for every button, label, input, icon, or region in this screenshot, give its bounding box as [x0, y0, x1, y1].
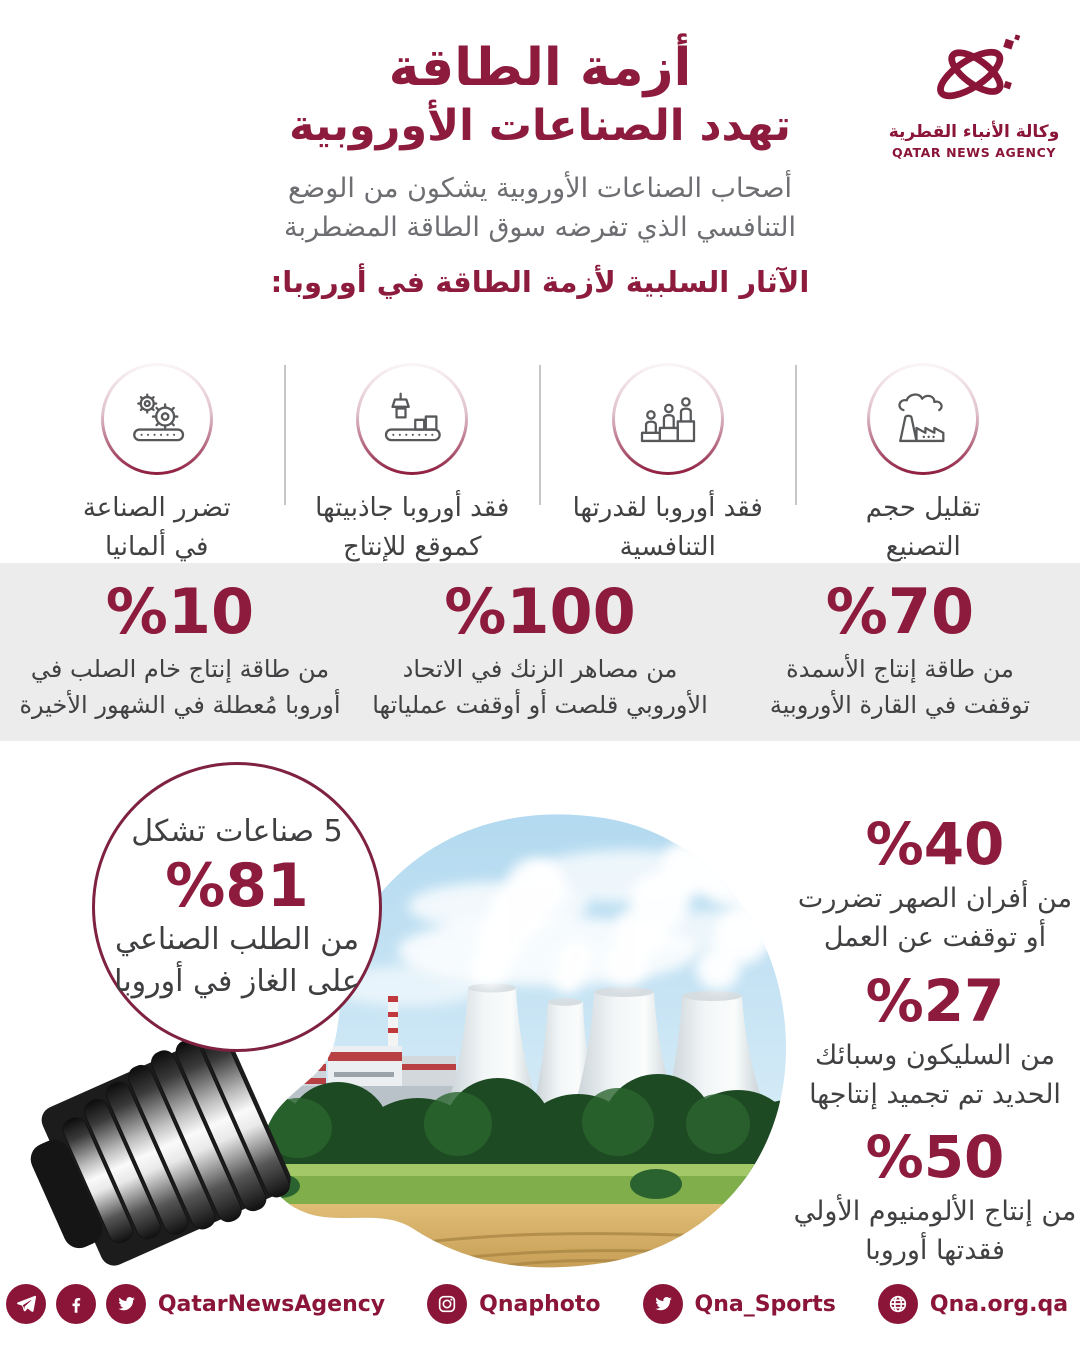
- bulb-screw-base: [28, 1024, 298, 1276]
- impact-item-competitiveness: [541, 363, 795, 567]
- impact-item-german-industry: [30, 363, 284, 567]
- facebook-icon: [56, 1284, 96, 1324]
- impact-circle: [867, 363, 979, 475]
- logo-arabic-text: وكالة الأنباء القطرية: [888, 122, 1060, 142]
- telegram-icon: [6, 1284, 46, 1324]
- stat-caption: من إنتاج الألومنيوم الأولي فقدتها أوروبا: [793, 1196, 1077, 1267]
- stats-band: [0, 563, 1080, 741]
- impact-label: تضرر الصناعة في ألمانيا: [82, 493, 231, 562]
- footer-social-bar: [0, 1284, 1080, 1324]
- stat-value: %100: [444, 575, 636, 648]
- subtitle-line2: التنافسي الذي تفرضه سوق الطاقة المضطربة: [284, 211, 796, 243]
- handle-web: Qna.org.qa: [929, 1291, 1069, 1317]
- stat-zinc: [360, 575, 720, 723]
- stat-caption: من أفران الصهر تضررت أو توقفت عن العمل: [797, 883, 1073, 954]
- stat-caption: من طاقة إنتاج خام الصلب في أوروبا مُعطلة في الشهور الأخيرة: [19, 655, 341, 719]
- impact-circle: [356, 363, 468, 475]
- impact-label: فقد أوروبا جاذبيتها كموقع للإنتاج: [315, 493, 510, 562]
- gas-demand-callout: [92, 762, 382, 1052]
- impact-circle: [612, 363, 724, 475]
- column-divider: [795, 365, 797, 505]
- section-heading: الآثار السلبية لأزمة الطاقة في أوروبا:: [270, 265, 810, 300]
- stat-value: %50: [865, 1123, 1005, 1191]
- impact-item-manufacturing: [797, 363, 1051, 567]
- subtitle: [0, 169, 1080, 247]
- impact-circle: [101, 363, 213, 475]
- stat-caption: من مصاهر الزنك في الاتحاد الأوروبي قلصت أو أوقفت عملياتها: [372, 655, 708, 719]
- twitter-sports-icon: [643, 1284, 683, 1324]
- stat-smelters: [790, 810, 1080, 957]
- gears-conveyor-icon: [118, 386, 196, 452]
- callout-line3: على الغاز في أوروبا: [114, 964, 360, 999]
- instagram-icon: [427, 1284, 467, 1324]
- page-title-line1: أزمة الطاقة: [388, 38, 692, 98]
- handle-sports: Qna_Sports: [694, 1291, 836, 1317]
- impact-label: تقليل حجم التصنيع: [865, 493, 981, 562]
- callout-line2: من الطلب الصناعي: [114, 922, 360, 957]
- column-divider: [539, 365, 541, 505]
- stat-value: %70: [825, 575, 975, 648]
- callout-value: %81: [165, 851, 309, 921]
- stat-steel: [0, 575, 360, 723]
- handle-main: QatarNewsAgency: [157, 1291, 386, 1317]
- impact-label: فقد أوروبا لقدرتها التنافسية: [572, 493, 763, 562]
- header: [0, 40, 1080, 299]
- logo-english-text: QATAR NEWS AGENCY: [891, 145, 1057, 160]
- page-title-line2: تهدد الصناعات الأوروبية: [289, 101, 791, 152]
- stat-caption: من طاقة إنتاج الأسمدة توقفت في القارة الأوروبية: [769, 655, 1031, 719]
- podium-people-icon: [629, 386, 707, 452]
- impacts-row: [30, 363, 1050, 567]
- globe-icon: [878, 1284, 918, 1324]
- stat-silicon: [790, 967, 1080, 1114]
- stat-value: %27: [865, 967, 1005, 1035]
- callout-line1: 5 صناعات تشكل: [131, 814, 343, 849]
- impact-item-production-site: [286, 363, 540, 567]
- column-divider: [284, 365, 286, 505]
- subtitle-line1: أصحاب الصناعات الأوروبية يشكون من الوضع: [287, 172, 793, 204]
- factory-smoke-icon: [884, 386, 962, 452]
- handle-photo: Qnaphoto: [479, 1291, 601, 1317]
- stat-value: %40: [865, 810, 1005, 878]
- stat-value: %10: [105, 575, 255, 648]
- stat-caption: من السليكون وسبائك الحديد تم تجميد إنتاجها: [809, 1040, 1061, 1111]
- stat-aluminium: [790, 1123, 1080, 1270]
- twitter-icon: [106, 1284, 146, 1324]
- stat-fertilizer: [720, 575, 1080, 723]
- crane-conveyor-icon: [373, 386, 451, 452]
